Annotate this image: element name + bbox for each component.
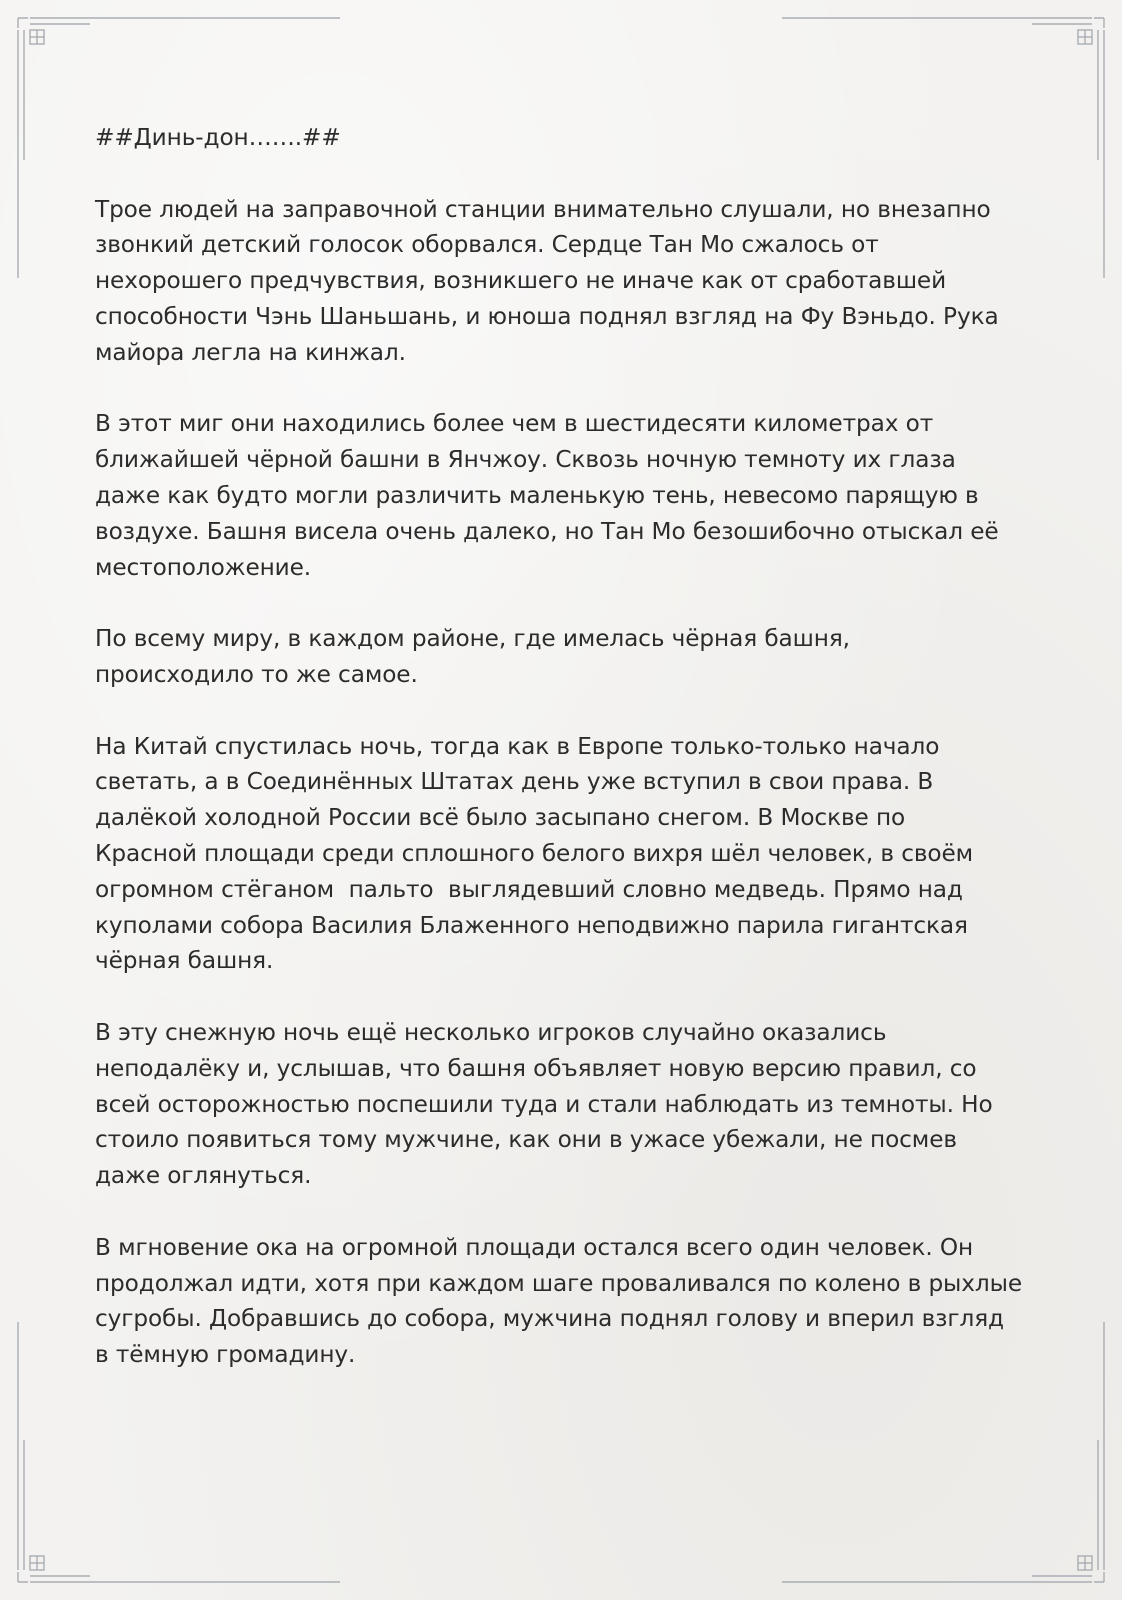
paragraph: На Китай спустилась ночь, тогда как в Европе только-только начало светать, а в Соединённых Штатах день уже вступил в свои права. В далёкой холодной России всё было засыпано снегом. В Москве по Красной площади среди сплошного белого вихря шёл человек, в своём огромном стёганом пальто выглядевший словно медведь. Прямо над куполами собора Василия Блаженного неподвижно парила гигантская чёрная башня. [95, 732, 974, 975]
paragraph: По всему миру, в каждом районе, где имелась чёрная башня, происходило то же самое. [95, 625, 850, 688]
paragraph: В мгновение ока на огромной площади остался всего один человек. Он продолжал идти, хотя при каждом шаге проваливался по колено в рыхлые сугробы. Добравшись до собора, мужчина поднял голову и вперил взгляд в тёмную громадину. [95, 1233, 1022, 1369]
paragraph: В этот миг они находились более чем в шестидесяти километрах от ближайшей чёрной башни в Янчжоу. Сквозь ночную темноту их глаза даже как будто могли различить маленькую тень, невесомо парящую в воздухе. Башня висела очень далеко, но Тан Мо безошибочно отыскал её местоположение. [95, 410, 999, 581]
document-heading: ##Динь-дон…….## [95, 124, 341, 151]
paragraph: Трое людей на заправочной станции внимательно слушали, но внезапно звонкий детский голосок оборвался. Сердце Тан Мо сжалось от нехорошего предчувствия, возникшего не иначе как от сработавшей способности Чэнь Шаньшань, и юноша поднял взгляд на Фу Вэньдо. Рука майора легла на кинжал. [95, 195, 999, 366]
document-body [95, 120, 1035, 1409]
paragraph: В эту снежную ночь ещё несколько игроков случайно оказались неподалёку и, услышав, что башня объявляет новую версию правил, со всей осторожностью поспешили туда и стали наблюдать из темноты. Но стоило появиться тому мужчине, как они в ужасе убежали, не посмев даже оглянуться. [95, 1018, 993, 1190]
